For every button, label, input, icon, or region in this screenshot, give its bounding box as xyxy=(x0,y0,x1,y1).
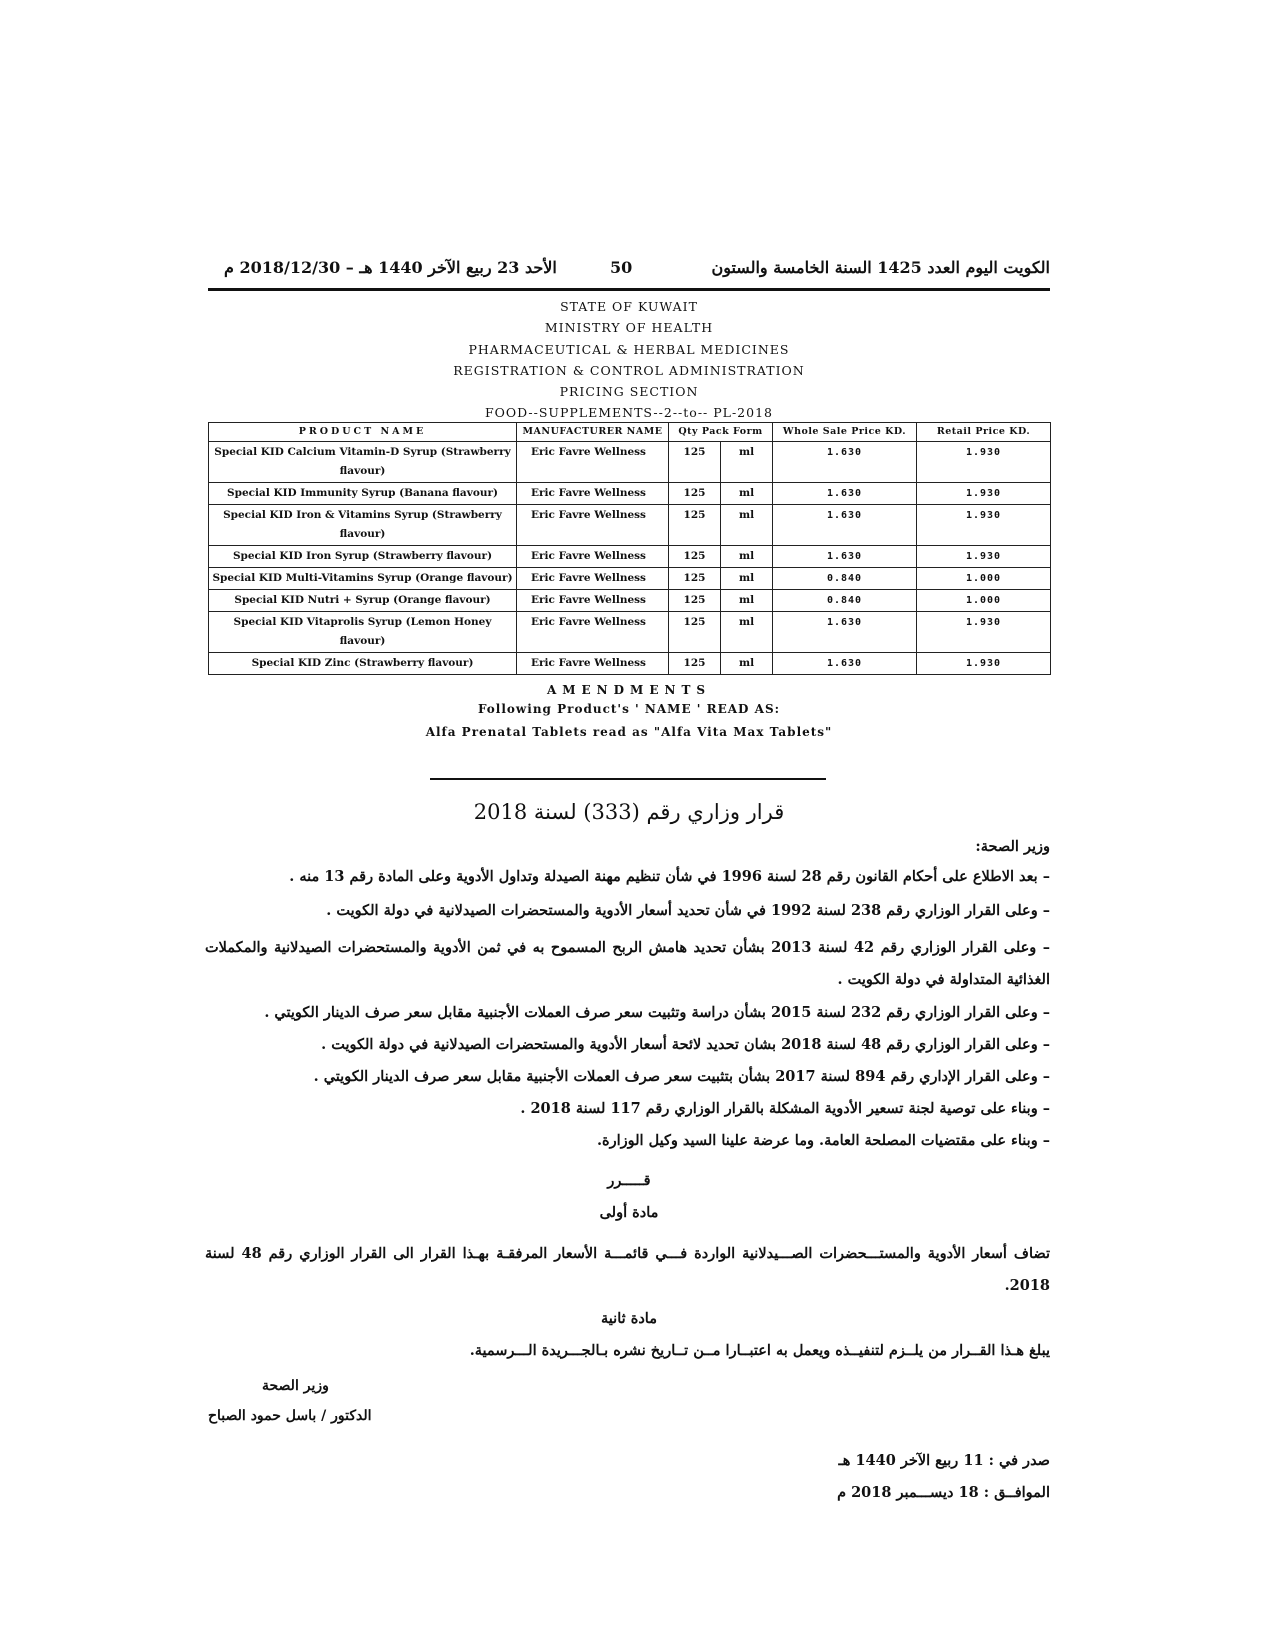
wholesale-price-cell: 0.840 xyxy=(773,590,917,612)
pack-form-cell: ml xyxy=(721,505,773,546)
product-name-cell: Special KID Immunity Syrup (Banana flavour) xyxy=(209,483,517,505)
recital: – وعلى القرار الوزاري رقم 42 لسنة 2013 بشأن تحديد هامش الربح المسموح به في ثمن الأدوية والمستحضرات الصيدلانية والمكملات الغذائية المتداولة في دولة الكويت . xyxy=(205,939,1050,988)
recital: – بعد الاطلاع على أحكام القانون رقم 28 لسنة 1996 في شأن تنظيم مهنة الصيدلة وتداول الأدوية وعلى المادة رقم 13 منه . xyxy=(289,868,1050,885)
signature-title: وزير الصحة xyxy=(262,1378,329,1394)
wholesale-price-cell: 1.630 xyxy=(773,505,917,546)
amendments xyxy=(208,682,1050,744)
ministry-heading xyxy=(208,296,1050,424)
price-table xyxy=(208,422,1051,675)
product-name-cell: Special KID Zinc (Strawberry flavour) xyxy=(209,653,517,675)
table-row xyxy=(209,590,1051,612)
table-row xyxy=(209,612,1051,653)
recital: – وعلى القرار الوزاري رقم 48 لسنة 2018 بشان تحديد لائحة أسعار الأدوية والمستحضرات الصيدلانية في دولة الكويت . xyxy=(321,1036,1050,1053)
pack-form-cell: ml xyxy=(721,442,773,483)
article-2-text: يبلغ هـذا القــرار من يلــزم لتنفيــذه ويعمل به اعتبــارا مــن تــاريخ نشره بـالجـــريدة الـــرسمية. xyxy=(469,1342,1050,1359)
manufacturer-cell: Eric Favre Wellness xyxy=(517,483,669,505)
table-row xyxy=(209,442,1051,483)
pack-form-cell: ml xyxy=(721,612,773,653)
product-name-cell: Special KID Iron & Vitamins Syrup (Strawberry flavour) xyxy=(209,505,517,546)
section-separator xyxy=(430,778,826,780)
retail-price-cell: 1.000 xyxy=(917,590,1051,612)
manufacturer-cell: Eric Favre Wellness xyxy=(517,568,669,590)
recital: – وبناء على توصية لجنة تسعير الأدوية المشكلة بالقرار الوزاري رقم 117 لسنة 2018 . xyxy=(520,1100,1050,1117)
amendments-line: Following Product's ' NAME ' READ AS: xyxy=(477,702,781,716)
issued-hijri-date: صدر في : 11 ربيع الآخر 1440 هـ xyxy=(838,1452,1050,1469)
col-header-manufacturer: MANUFACTURER NAME xyxy=(517,423,669,442)
ministry-line: PHARMACEUTICAL & HERBAL MEDICINES xyxy=(468,341,790,357)
pack-form-cell: ml xyxy=(721,568,773,590)
signature-name: الدكتور / باسل حمود الصباح xyxy=(208,1408,372,1424)
gazette-date: الأحد 23 ربيع الآخر 1440 هـ – 2018/12/30 م xyxy=(224,258,557,277)
table-row xyxy=(209,505,1051,546)
manufacturer-cell: Eric Favre Wellness xyxy=(517,653,669,675)
retail-price-cell: 1.930 xyxy=(917,505,1051,546)
wholesale-price-cell: 1.630 xyxy=(773,483,917,505)
qty-cell: 125 xyxy=(669,568,721,590)
retail-price-cell: 1.930 xyxy=(917,653,1051,675)
decided-heading: قـــــرر xyxy=(607,1172,651,1189)
ministry-line: STATE OF KUWAIT xyxy=(560,299,698,314)
qty-cell: 125 xyxy=(669,505,721,546)
recital: – وعلى القرار الوزاري رقم 238 لسنة 1992 في شأن تحديد أسعار الأدوية والمستحضرات الصيدلانية في دولة الكويت . xyxy=(326,902,1050,919)
retail-price-cell: 1.930 xyxy=(917,612,1051,653)
retail-price-cell: 1.930 xyxy=(917,442,1051,483)
manufacturer-cell: Eric Favre Wellness xyxy=(517,546,669,568)
amendments-line: Alfa Prenatal Tablets read as "Alfa Vita Max Tablets" xyxy=(425,725,833,739)
wholesale-price-cell: 1.630 xyxy=(773,653,917,675)
amendments-title: AMENDMENTS xyxy=(546,683,712,697)
product-name-cell: Special KID Iron Syrup (Strawberry flavour) xyxy=(209,546,517,568)
ministry-line: FOOD--SUPPLEMENTS--2--to-- PL-2018 xyxy=(485,405,773,421)
manufacturer-cell: Eric Favre Wellness xyxy=(517,442,669,483)
recital: – وعلى القرار الوزاري رقم 232 لسنة 2015 بشأن دراسة وتثبيت سعر صرف العملات الأجنبية مقابل سعر صرف الدينار الكويتي . xyxy=(264,1004,1050,1021)
page-number: 50 xyxy=(610,258,633,277)
manufacturer-cell: Eric Favre Wellness xyxy=(517,505,669,546)
table-row xyxy=(209,546,1051,568)
pack-form-cell: ml xyxy=(721,590,773,612)
recital: – وعلى القرار الإداري رقم 894 لسنة 2017 بشأن بتثبيت سعر صرف العملات الأجنبية مقابل سعر صرف الدينار الكويتي . xyxy=(313,1068,1050,1085)
col-header-product-name: PRODUCT NAME xyxy=(209,423,517,442)
article-1-text: تضاف أسعار الأدوية والمستـــحضرات الصـــيدلانية الواردة فـــي قائمـــة الأسعار المرفقـة بهـذا القرار الى القرار الوزاري رقم 48 لسنة 2018. xyxy=(205,1245,1050,1294)
article-1-title: مادة أولى xyxy=(599,1204,659,1221)
ministry-line: REGISTRATION & CONTROL ADMINISTRATION xyxy=(453,362,805,378)
wholesale-price-cell: 0.840 xyxy=(773,568,917,590)
col-header-qty-pack-form: Qty Pack Form xyxy=(669,423,773,442)
ministry-line: PRICING SECTION xyxy=(559,384,699,400)
decree-title: قرار وزاري رقم (333) لسنة 2018 xyxy=(473,800,785,824)
table-row xyxy=(209,568,1051,590)
pack-form-cell: ml xyxy=(721,483,773,505)
table-row xyxy=(209,483,1051,505)
issued-gregorian-date: الموافــق : 18 ديســـمبر 2018 م xyxy=(837,1484,1050,1501)
qty-cell: 125 xyxy=(669,546,721,568)
product-name-cell: Special KID Multi-Vitamins Syrup (Orange flavour) xyxy=(209,568,517,590)
wholesale-price-cell: 1.630 xyxy=(773,546,917,568)
manufacturer-cell: Eric Favre Wellness xyxy=(517,590,669,612)
retail-price-cell: 1.000 xyxy=(917,568,1051,590)
wholesale-price-cell: 1.630 xyxy=(773,612,917,653)
pack-form-cell: ml xyxy=(721,653,773,675)
article-2-title: مادة ثانية xyxy=(601,1310,657,1327)
table-header-row xyxy=(209,423,1051,442)
qty-cell: 125 xyxy=(669,653,721,675)
col-header-retail: Retail Price KD. xyxy=(917,423,1051,442)
qty-cell: 125 xyxy=(669,612,721,653)
qty-cell: 125 xyxy=(669,590,721,612)
col-header-wholesale: Whole Sale Price KD. xyxy=(773,423,917,442)
price-table-body xyxy=(209,442,1051,675)
product-name-cell: Special KID Calcium Vitamin-D Syrup (Strawberry flavour) xyxy=(209,442,517,483)
gazette-header xyxy=(208,258,1050,288)
recital: – وبناء على مقتضيات المصلحة العامة. وما عرضة علينا السيد وكيل الوزارة. xyxy=(596,1132,1050,1149)
table-row xyxy=(209,653,1051,675)
qty-cell: 125 xyxy=(669,483,721,505)
pack-form-cell: ml xyxy=(721,546,773,568)
header-rule xyxy=(208,288,1050,291)
manufacturer-cell: Eric Favre Wellness xyxy=(517,612,669,653)
product-name-cell: Special KID Nutri + Syrup (Orange flavour) xyxy=(209,590,517,612)
wholesale-price-cell: 1.630 xyxy=(773,442,917,483)
ministry-line: MINISTRY OF HEALTH xyxy=(544,320,714,336)
qty-cell: 125 xyxy=(669,442,721,483)
minister-intro: وزير الصحة: xyxy=(975,838,1050,855)
product-name-cell: Special KID Vitaprolis Syrup (Lemon Honey flavour) xyxy=(209,612,517,653)
retail-price-cell: 1.930 xyxy=(917,546,1051,568)
retail-price-cell: 1.930 xyxy=(917,483,1051,505)
gazette-issue-info: الكويت اليوم العدد 1425 السنة الخامسة والستون xyxy=(711,258,1050,277)
